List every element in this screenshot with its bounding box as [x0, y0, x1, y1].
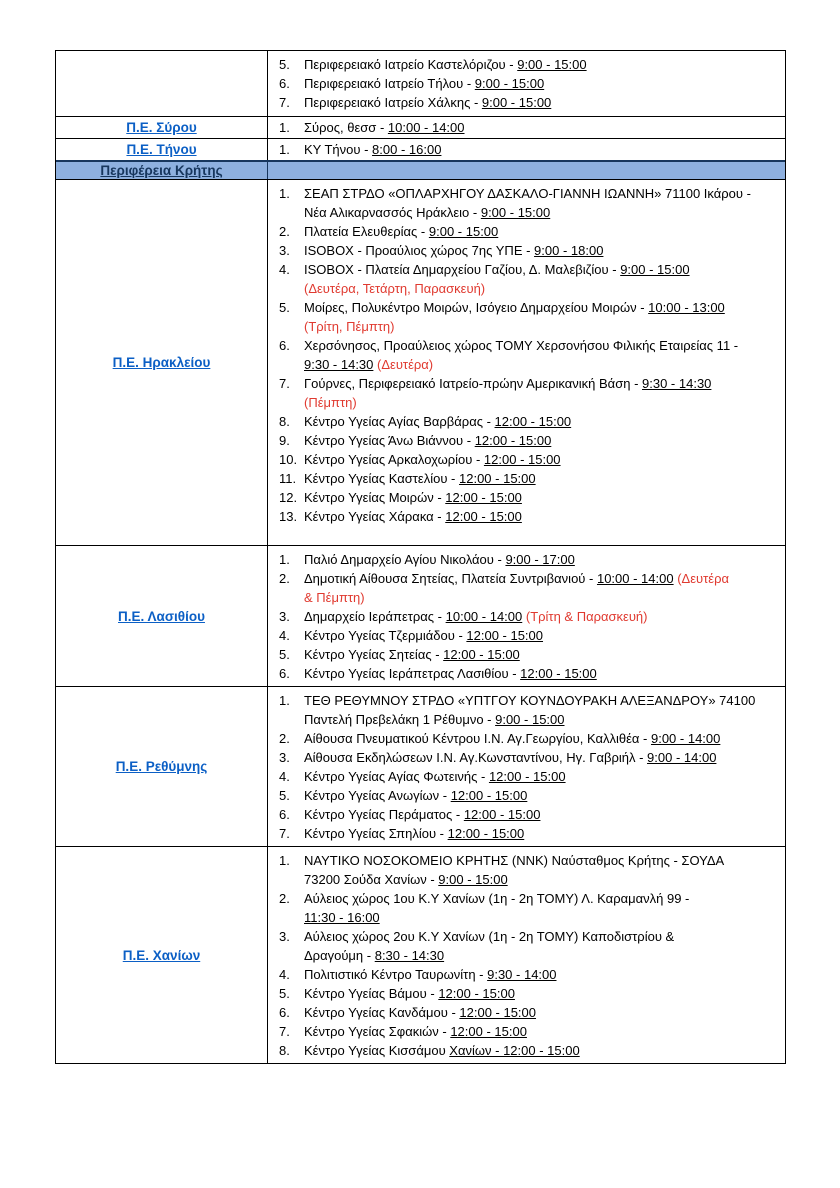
list-item [268, 1003, 779, 1022]
item-number: 7. [279, 95, 290, 110]
section-title: Περιφέρεια Κρήτης [100, 163, 223, 178]
location-text: Κέντρο Υγείας Αγίας Βαρβάρας - [304, 414, 495, 429]
section-header-row [56, 160, 785, 179]
item-number: 1. [279, 142, 290, 157]
list-item [268, 691, 779, 729]
region-label-cell [56, 847, 268, 1063]
list-item [268, 469, 779, 488]
time-range: 9:00 - 15:00 [517, 57, 587, 72]
region-link[interactable]: Π.Ε. Τήνου [126, 142, 197, 157]
time-range: 9:00 - 15:00 [474, 76, 545, 91]
location-text: Κέντρο Υγείας Αγίας Φωτεινής - [304, 769, 489, 784]
location-text: ISOBOX - Πλατεία Δημαρχείου Γαζίου, Δ. Μαλεβιζίου - [304, 262, 621, 277]
list-item [268, 488, 779, 507]
region-label-cell [56, 139, 268, 160]
list-item [268, 431, 779, 450]
location-text: Αύλειος χώρος 2ου Κ.Υ Χανίων (1η - 2η ΤΟΜΥ) Καποδιστρίου & [304, 929, 675, 944]
time-range: 12:00 - 15:00 [450, 788, 528, 803]
time-range: 10:00 - 14:00 [387, 120, 465, 135]
region-label-cell [56, 180, 268, 545]
item-number: 1. [279, 186, 290, 201]
list-item [268, 664, 779, 683]
location-text: Κέντρο Υγείας Περάματος - [304, 807, 464, 822]
time-range: 9:30 - 14:00 [487, 967, 557, 982]
days-note: (Τρίτη, Πέμπτη) [304, 319, 395, 334]
list-item [268, 851, 779, 889]
item-number: 6. [279, 1005, 290, 1020]
list-item [268, 984, 779, 1003]
item-number: 3. [279, 750, 290, 765]
time-range: 9:30 - 14:30 [304, 357, 374, 372]
location-text: Κέντρο Υγείας Καστελίου - [304, 471, 459, 486]
location-text: Κέντρο Υγείας Τζερμιάδου - [304, 628, 467, 643]
table-row [56, 686, 785, 846]
list-item [268, 607, 779, 626]
item-number: 7. [279, 1024, 290, 1039]
location-text: Κέντρο Υγείας Μοιρών - [304, 490, 446, 505]
region-link[interactable]: Π.Ε. Ηρακλείου [112, 355, 211, 370]
table-row [56, 116, 785, 138]
time-range: 10:00 - 14:00 [445, 609, 523, 624]
table-row [56, 179, 785, 545]
location-text: Παντελή Πρεβελάκη 1 Ρέθυμνο - [304, 712, 496, 727]
list-item [268, 222, 779, 241]
time-range: 11:30 - 16:00 [304, 910, 380, 925]
item-number: 1. [279, 693, 290, 708]
region-label-cell [56, 51, 268, 116]
location-text: Γούρνες, Περιφερειακό Ιατρείο-πρώην Αμερικανική Βάση - [304, 376, 643, 391]
location-text: Κέντρο Υγείας Κισσάμου [304, 1043, 450, 1058]
item-number: 2. [279, 224, 290, 239]
list-item [268, 298, 779, 336]
region-link[interactable]: Π.Ε. Λασιθίου [118, 608, 205, 624]
table-row [56, 846, 785, 1063]
location-text: Κέντρο Υγείας Βάμου - [304, 986, 439, 1001]
item-number: 10. [279, 452, 298, 467]
item-number: 6. [279, 807, 290, 822]
location-text: Δημαρχείο Ιεράπετρας - [304, 609, 446, 624]
days-note: (Δευτέρα [677, 571, 729, 586]
time-range: 12:00 - 15:00 [466, 628, 544, 643]
location-text: Χερσόνησος, Προαύλειος χώρος ΤΟΜΥ Χερσονήσου Φιλικής Εταιρείας 11 - [304, 338, 739, 353]
location-text: Κέντρο Υγείας Χάρακα - [304, 509, 446, 524]
location-text: Μοίρες, Πολυκέντρο Μοιρών, Ισόγειο Δημαρχείου Μοιρών - [304, 300, 649, 315]
list-item [268, 569, 779, 607]
item-number: 1. [279, 120, 290, 135]
location-text: Κέντρο Υγείας Σπηλίου - [304, 826, 448, 841]
item-number: 5. [279, 300, 290, 315]
time-range: 12:00 - 15:00 [483, 452, 561, 467]
time-range: 12:00 - 15:00 [438, 986, 515, 1001]
location-text: Περιφερειακό Ιατρείο Καστελόριζου - [304, 57, 518, 72]
item-number: 7. [279, 826, 290, 841]
items-cell [268, 139, 785, 160]
list-item [268, 260, 779, 298]
list-item [268, 118, 779, 137]
time-range: 9:00 - 15:00 [480, 205, 551, 220]
location-text: Δραγούμη - [304, 948, 375, 963]
item-number: 7. [279, 376, 290, 391]
list-item [268, 824, 779, 843]
time-range: 12:00 - 15:00 [459, 471, 536, 486]
item-number: 4. [279, 628, 290, 643]
list-item [268, 450, 779, 469]
list-item [268, 507, 779, 526]
item-number: 5. [279, 788, 290, 803]
list-item [268, 74, 779, 93]
days-note: (Δευτέρα) [377, 357, 434, 372]
location-text: Αίθουσα Εκδηλώσεων Ι.Ν. Αγ.Κωνσταντίνου, Ηγ. Γαβριήλ - [304, 750, 648, 765]
location-text: Κέντρο Υγείας Κανδάμου - [304, 1005, 460, 1020]
days-note: & Πέμπτη) [304, 590, 365, 605]
time-range: 9:00 - 14:00 [647, 750, 717, 765]
region-link[interactable]: Π.Ε. Σύρου [126, 120, 197, 135]
time-range: 12:00 - 15:00 [450, 1024, 527, 1039]
list-item [268, 748, 779, 767]
time-range: 12:00 - 15:00 [459, 1005, 537, 1020]
list-item [268, 241, 779, 260]
list-item [268, 55, 779, 74]
location-text: Νέα Αλικαρνασσός Ηράκλειο - [304, 205, 481, 220]
list-item [268, 550, 779, 569]
location-text: ΤΕΘ ΡΕΘΥΜΝΟΥ ΣΤΡΔΟ «ΥΠΤΓΟΥ ΚΟΥΝΔΟΥΡΑΚΗ ΑΛΕΞΑΝΔΡΟΥ» 74100 [304, 693, 756, 708]
item-number: 8. [279, 414, 290, 429]
list-item [268, 1022, 779, 1041]
location-text: 73200 Σούδα Χανίων - [304, 872, 439, 887]
time-range: 8:30 - 14:30 [374, 948, 445, 963]
location-text: ΚΥ Τήνου - [304, 142, 373, 157]
location-text: ISOBOX - Προαύλιος χώρος 7ης ΥΠΕ - [304, 243, 535, 258]
location-text: Κέντρο Υγείας Σητείας - [304, 647, 444, 662]
location-text: Κέντρο Υγείας Ιεράπετρας Λασιθίου - [304, 666, 521, 681]
table-row [56, 545, 785, 686]
time-range: 12:00 - 15:00 [445, 490, 522, 505]
location-text: Πολιτιστικό Κέντρο Ταυρωνίτη - [304, 967, 488, 982]
time-range: 12:00 - 15:00 [474, 433, 552, 448]
items-cell [268, 51, 785, 116]
location-text: Περιφερειακό Ιατρείο Χάλκης - [304, 95, 482, 110]
location-text: Παλιό Δημαρχείο Αγίου Νικολάου - [304, 552, 506, 567]
time-range: 9:00 - 18:00 [534, 243, 604, 258]
item-number: 1. [279, 552, 290, 567]
item-number: 6. [279, 338, 290, 353]
location-text: Αίθουσα Πνευματικού Κέντρου Ι.Ν. Αγ.Γεωργίου, Καλλιθέα - [304, 731, 651, 746]
item-number: 11. [279, 471, 297, 486]
table-row [56, 138, 785, 160]
list-item [268, 786, 779, 805]
region-link[interactable]: Π.Ε. Χανίων [122, 947, 201, 963]
time-range: 9:00 - 15:00 [438, 872, 508, 887]
item-number: 3. [279, 609, 290, 624]
location-text: Κέντρο Υγείας Αρκαλοχωρίου - [304, 452, 484, 467]
time-range: 9:00 - 14:00 [650, 731, 721, 746]
item-number: 13. [279, 509, 298, 524]
items-cell [268, 117, 785, 138]
items-cell [268, 162, 785, 179]
region-link[interactable]: Π.Ε. Ρεθύμνης [115, 759, 208, 774]
schedule-table [55, 50, 786, 1064]
item-number: 2. [279, 891, 290, 906]
time-range: 12:00 - 15:00 [520, 666, 597, 681]
item-number: 9. [279, 433, 290, 448]
time-range: 9:30 - 14:30 [642, 376, 712, 391]
list-item [268, 965, 779, 984]
time-range: 9:00 - 15:00 [620, 262, 690, 277]
items-cell [268, 687, 785, 846]
list-item [268, 767, 779, 786]
items-cell [268, 847, 785, 1063]
region-label-cell [56, 117, 268, 138]
list-item [268, 336, 779, 374]
list-item [268, 626, 779, 645]
list-item [268, 374, 779, 412]
list-item [268, 729, 779, 748]
item-number: 5. [279, 986, 290, 1001]
location-text: Πλατεία Ελευθερίας - [304, 224, 429, 239]
time-range: 12:00 - 15:00 [447, 826, 525, 841]
item-number: 3. [279, 243, 290, 258]
list-item [268, 645, 779, 664]
items-cell [268, 180, 785, 545]
time-range: 9:00 - 15:00 [481, 95, 552, 110]
days-note: (Δευτέρα, Τετάρτη, Παρασκευή) [304, 281, 486, 296]
item-number: 6. [279, 666, 290, 681]
location-text: ΣΕΑΠ ΣΤΡΔΟ «ΟΠΛΑΡΧΗΓΟΥ ΔΑΣΚΑΛΟ-ΓΙΑΝΝΗ ΙΩΑΝΝΗ» 71100 Ικάρου - [304, 186, 751, 201]
region-label-cell [56, 546, 268, 686]
time-range: 12:00 - 15:00 [488, 769, 566, 784]
item-number: 8. [279, 1043, 290, 1058]
time-range: 12:00 - 15:00 [443, 647, 520, 662]
item-number: 1. [279, 853, 290, 868]
location-text: Περιφερειακό Ιατρείο Τήλου - [304, 76, 475, 91]
list-item [268, 889, 779, 927]
item-number: 4. [279, 769, 290, 784]
time-range: 10:00 - 14:00 [596, 571, 674, 586]
item-number: 12. [279, 490, 298, 505]
time-range: 12:00 - 15:00 [494, 414, 572, 429]
list-item [268, 184, 779, 222]
time-range: 9:00 - 17:00 [505, 552, 575, 567]
item-number: 5. [279, 57, 290, 72]
location-text: ΝΑΥΤΙΚΟ ΝΟΣΟΚΟΜΕΙΟ ΚΡΗΤΗΣ (ΝΝΚ) Ναύσταθμος Κρήτης - ΣΟΥΔΑ [304, 853, 725, 868]
time-range: Χανίων - 12:00 - 15:00 [449, 1043, 580, 1058]
location-text: Αύλειος χώρος 1ου Κ.Υ Χανίων (1η - 2η ΤΟΜΥ) Λ. Καραμανλή 99 - [304, 891, 690, 906]
list-item [268, 1041, 779, 1060]
time-range: 12:00 - 15:00 [463, 807, 541, 822]
time-range: 12:00 - 15:00 [445, 509, 522, 524]
time-range: 10:00 - 13:00 [648, 300, 725, 315]
item-number: 2. [279, 731, 290, 746]
days-note: (Πέμπτη) [304, 395, 357, 410]
location-text: Κέντρο Υγείας Ανωγίων - [304, 788, 451, 803]
list-item [268, 805, 779, 824]
region-label-cell [56, 162, 268, 179]
region-label-cell [56, 687, 268, 846]
location-text: Σύρος, θεσσ - [304, 120, 388, 135]
time-range: 8:00 - 16:00 [372, 142, 442, 157]
location-text: Δημοτική Αίθουσα Σητείας, Πλατεία Συντριβανιού - [304, 571, 597, 586]
item-number: 5. [279, 647, 290, 662]
list-item [268, 93, 779, 112]
item-number: 4. [279, 262, 290, 277]
item-number: 3. [279, 929, 290, 944]
table-row [56, 51, 785, 116]
item-number: 4. [279, 967, 290, 982]
item-number: 6. [279, 76, 290, 91]
list-item [268, 140, 779, 159]
time-range: 9:00 - 15:00 [428, 224, 499, 239]
location-text: Κέντρο Υγείας Σφακιών - [304, 1024, 451, 1039]
items-cell [268, 546, 785, 686]
item-number: 2. [279, 571, 290, 586]
time-range: 9:00 - 15:00 [495, 712, 565, 727]
days-note: (Τρίτη & Παρασκευή) [525, 609, 648, 624]
location-text: Κέντρο Υγείας Άνω Βιάννου - [304, 433, 475, 448]
list-item [268, 412, 779, 431]
list-item [268, 927, 779, 965]
